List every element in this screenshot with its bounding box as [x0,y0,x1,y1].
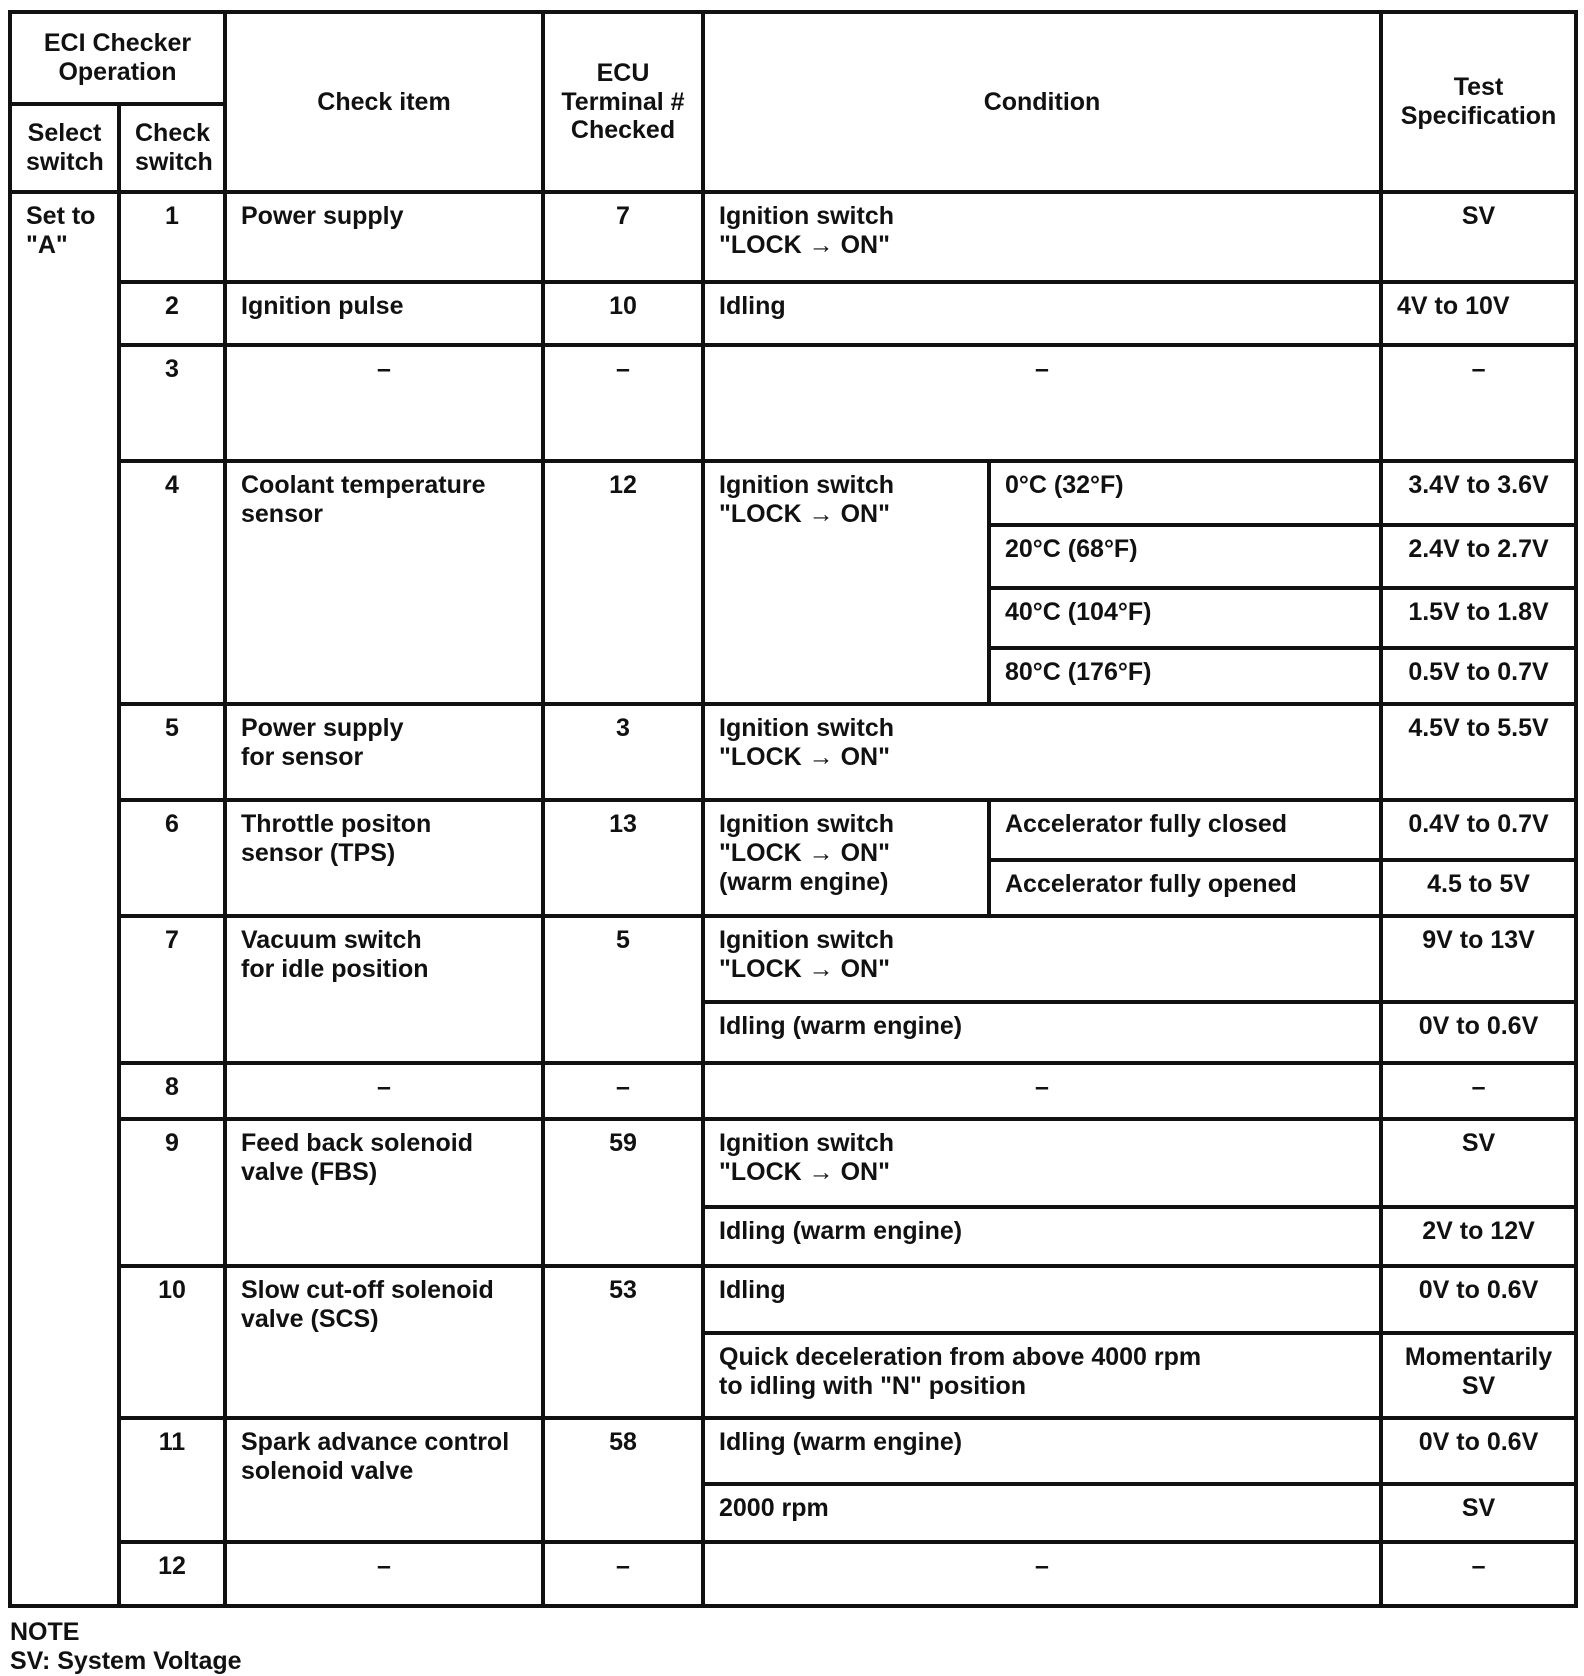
spec-4a: 3.4V to 3.6V [1381,461,1576,525]
ecu-terminal-3: – [543,345,703,461]
check-switch-11: 11 [119,1418,225,1542]
check-item-11: Spark advance control solenoid valve [225,1418,543,1542]
check-item-8: – [225,1063,543,1119]
spec-9b: 2V to 12V [1381,1207,1576,1266]
check-item-3: – [225,345,543,461]
check-switch-8: 8 [119,1063,225,1119]
ecu-terminal-12: – [543,1542,703,1606]
check-switch-10: 10 [119,1266,225,1418]
header-ecu-terminal: ECU Terminal # Checked [543,12,703,192]
ecu-terminal-9: 59 [543,1119,703,1266]
sub-condition-4b: 20°C (68°F) [989,525,1381,588]
check-switch-9: 9 [119,1119,225,1266]
spec-10a: 0V to 0.6V [1381,1266,1576,1333]
header-eci-checker-operation: ECI Checker Operation [10,12,225,104]
check-item-4: Coolant temperature sensor [225,461,543,704]
ecu-terminal-4: 12 [543,461,703,704]
sub-condition-4d: 80°C (176°F) [989,648,1381,704]
condition-11b: 2000 rpm [703,1484,1381,1542]
header-select-switch: Select switch [10,104,119,192]
check-switch-7: 7 [119,916,225,1063]
header-condition: Condition [703,12,1381,192]
ecu-terminal-2: 10 [543,282,703,345]
check-item-5: Power supply for sensor [225,704,543,800]
ecu-terminal-8: – [543,1063,703,1119]
check-item-6: Throttle positon sensor (TPS) [225,800,543,916]
condition-9a: Ignition switch "LOCK → ON" [703,1119,1381,1207]
select-switch-value: Set to "A" [10,192,119,1606]
check-switch-5: 5 [119,704,225,800]
check-switch-3: 3 [119,345,225,461]
note-block [10,1618,242,1676]
sub-condition-6a: Accelerator fully closed [989,800,1381,860]
header-check-switch: Check switch [119,104,225,192]
ecu-terminal-1: 7 [543,192,703,282]
check-item-7: Vacuum switch for idle position [225,916,543,1063]
condition-9b: Idling (warm engine) [703,1207,1381,1266]
note-text: SV: System Voltage [10,1646,242,1675]
spec-8: – [1381,1063,1576,1119]
condition-8: – [703,1063,1381,1119]
spec-11b: SV [1381,1484,1576,1542]
sub-condition-6b: Accelerator fully opened [989,860,1381,916]
check-item-2: Ignition pulse [225,282,543,345]
condition-6: Ignition switch "LOCK → ON" (warm engine) [703,800,989,916]
condition-3: – [703,345,1381,461]
ecu-terminal-10: 53 [543,1266,703,1418]
sub-condition-4a: 0°C (32°F) [989,461,1381,525]
condition-2: Idling [703,282,1381,345]
condition-5: Ignition switch "LOCK → ON" [703,704,1381,800]
spec-10b: Momentarily SV [1381,1333,1576,1418]
spec-6a: 0.4V to 0.7V [1381,800,1576,860]
check-switch-12: 12 [119,1542,225,1606]
spec-6b: 4.5 to 5V [1381,860,1576,916]
header-check-item: Check item [225,12,543,192]
check-item-12: – [225,1542,543,1606]
spec-9a: SV [1381,1119,1576,1207]
condition-10a: Idling [703,1266,1381,1333]
eci-check-table [8,10,1578,1608]
spec-1: SV [1381,192,1576,282]
condition-1: Ignition switch "LOCK → ON" [703,192,1381,282]
spec-7a: 9V to 13V [1381,916,1576,1002]
condition-4: Ignition switch "LOCK → ON" [703,461,989,704]
condition-7a: Ignition switch "LOCK → ON" [703,916,1381,1002]
check-switch-4: 4 [119,461,225,704]
spec-4c: 1.5V to 1.8V [1381,588,1576,648]
spec-3: – [1381,345,1576,461]
spec-12: – [1381,1542,1576,1606]
sub-condition-4c: 40°C (104°F) [989,588,1381,648]
spec-2: 4V to 10V [1381,282,1576,345]
ecu-terminal-11: 58 [543,1418,703,1542]
ecu-terminal-6: 13 [543,800,703,916]
condition-11a: Idling (warm engine) [703,1418,1381,1484]
header-test-specification: Test Specification [1381,12,1576,192]
check-item-1: Power supply [225,192,543,282]
condition-7b: Idling (warm engine) [703,1002,1381,1063]
spec-7b: 0V to 0.6V [1381,1002,1576,1063]
condition-12: – [703,1542,1381,1606]
spec-4d: 0.5V to 0.7V [1381,648,1576,704]
spec-11a: 0V to 0.6V [1381,1418,1576,1484]
check-switch-6: 6 [119,800,225,916]
check-switch-2: 2 [119,282,225,345]
ecu-terminal-5: 3 [543,704,703,800]
check-item-10: Slow cut-off solenoid valve (SCS) [225,1266,543,1418]
note-title: NOTE [10,1618,80,1646]
check-item-9: Feed back solenoid valve (FBS) [225,1119,543,1266]
spec-5: 4.5V to 5.5V [1381,704,1576,800]
spec-4b: 2.4V to 2.7V [1381,525,1576,588]
condition-10b: Quick deceleration from above 4000 rpm to idling with "N" position [703,1333,1381,1418]
check-switch-1: 1 [119,192,225,282]
ecu-terminal-7: 5 [543,916,703,1063]
